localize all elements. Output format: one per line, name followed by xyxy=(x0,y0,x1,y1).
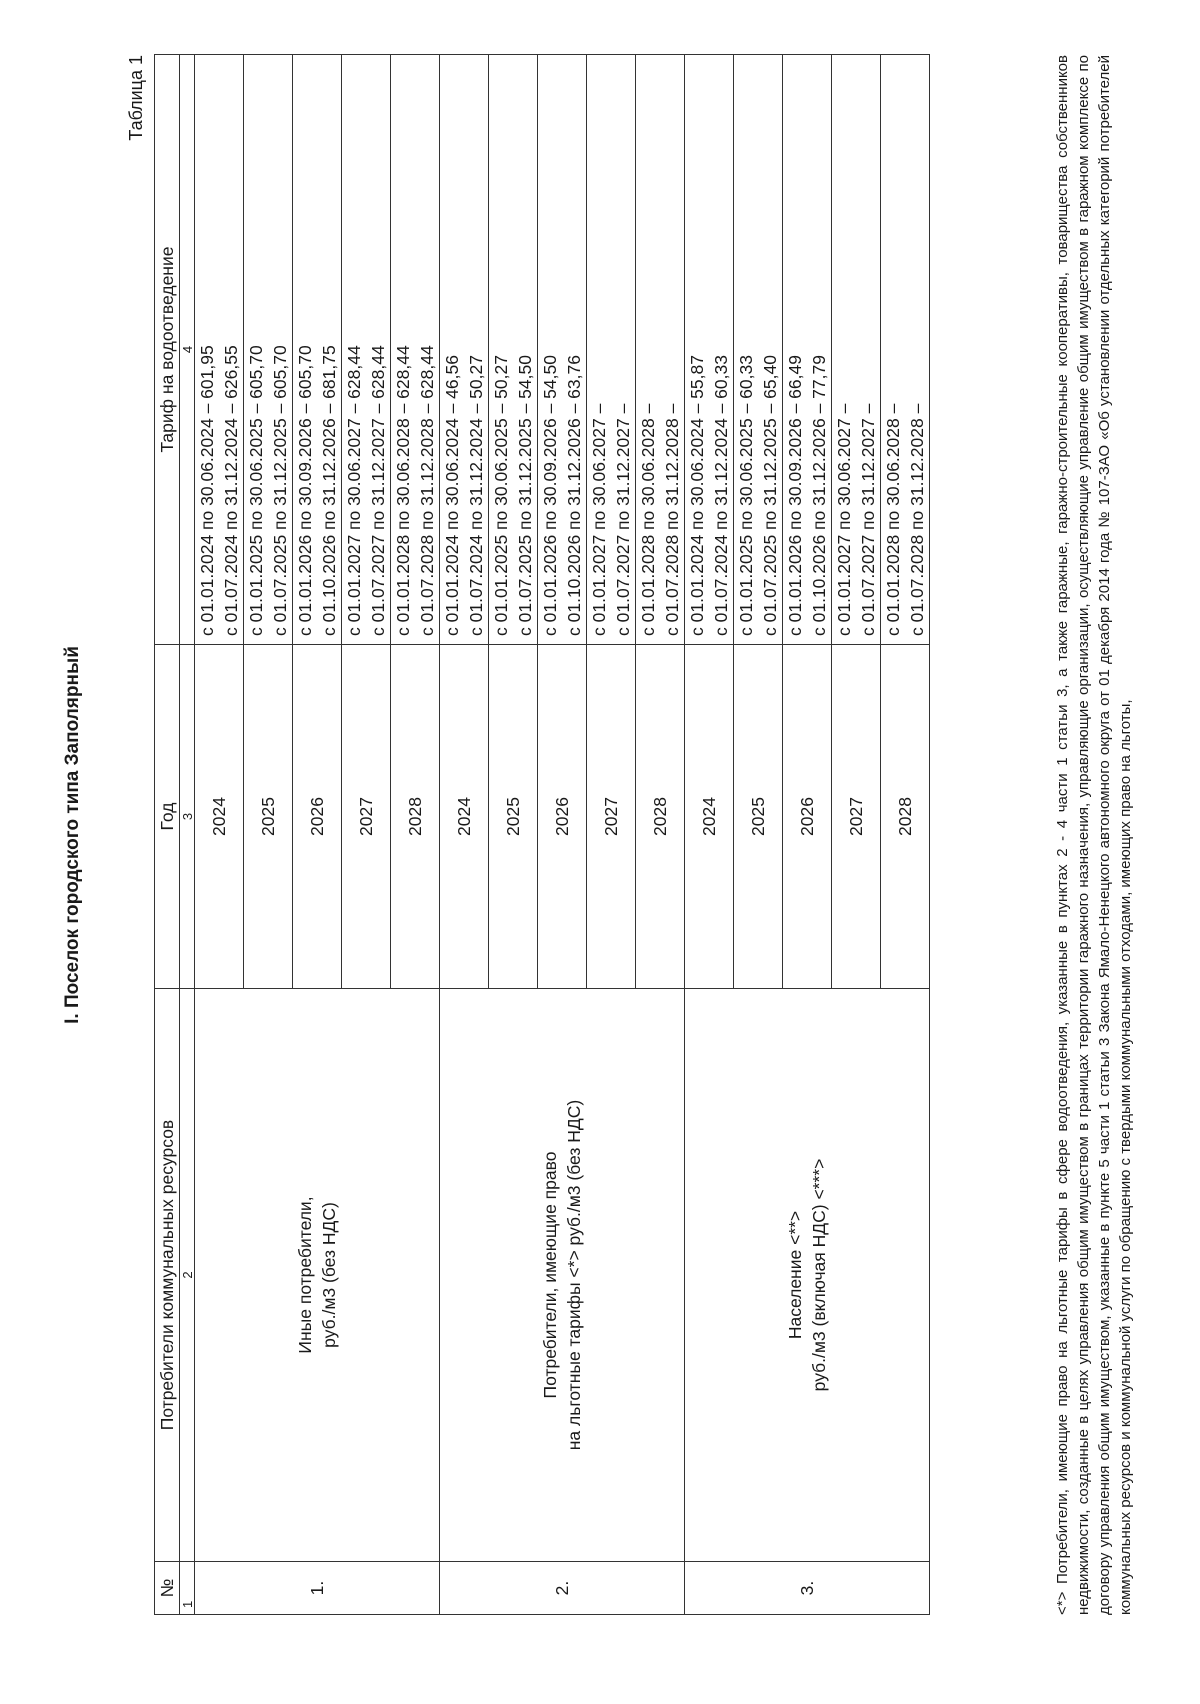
tariff-period-1: с 01.01.2024 по 30.06.2024 – 46,56 xyxy=(442,355,462,636)
tariff-cell xyxy=(636,55,685,645)
consumer-cell xyxy=(195,989,440,1562)
tariff-period-1: с 01.01.2026 по 30.09.2026 – 54,50 xyxy=(540,355,560,636)
row-number: 3. xyxy=(685,1562,930,1615)
year-cell: 2028 xyxy=(881,645,930,989)
tariff-cell xyxy=(832,55,881,645)
tariff-period-2: с 01.07.2027 по 31.12.2027 – xyxy=(613,403,633,636)
year-cell: 2025 xyxy=(489,645,538,989)
year-cell: 2027 xyxy=(587,645,636,989)
row-number: 2. xyxy=(440,1562,685,1615)
tariff-period-1: с 01.01.2027 по 30.06.2027 – xyxy=(834,403,854,636)
header-row xyxy=(155,55,180,1615)
consumer-line: Население <**> xyxy=(785,1210,805,1340)
tariff-period-2: с 01.07.2024 по 31.12.2024 – 626,55 xyxy=(221,345,241,636)
tariff-cell xyxy=(587,55,636,645)
year-cell: 2026 xyxy=(538,645,587,989)
column-number: 2 xyxy=(180,989,195,1562)
tariff-period-2: с 01.07.2024 по 31.12.2024 – 50,27 xyxy=(466,355,486,636)
header-consumers: Потребители коммунальных ресурсов xyxy=(155,989,180,1562)
tariff-period-1: с 01.01.2027 по 30.06.2027 – xyxy=(589,403,609,636)
tariff-period-2: с 01.10.2026 по 31.12.2026 – 77,79 xyxy=(809,355,829,636)
column-number-row xyxy=(180,55,195,1615)
tariff-period-2: с 01.10.2026 по 31.12.2026 – 681,75 xyxy=(319,345,339,636)
header-tariff: Тариф на водоотведение xyxy=(155,55,180,645)
header-year: Год xyxy=(155,645,180,989)
tariff-period-2: с 01.10.2026 по 31.12.2026 – 63,76 xyxy=(564,355,584,636)
tariff-period-1: с 01.01.2028 по 30.06.2028 – xyxy=(638,403,658,636)
year-cell: 2027 xyxy=(342,645,391,989)
tariff-period-1: с 01.01.2026 по 30.09.2026 – 605,70 xyxy=(295,345,315,636)
year-cell: 2025 xyxy=(244,645,293,989)
tariff-cell xyxy=(440,55,489,645)
footnote-text: <*> Потребители, имеющие право на льготные тарифы в сфере водоотведения, указанные в пунктах 2 - 4 части 1 статьи 3, а также гаражные, гаражно-строительные кооперативы, товарищества собственников недвижимости, созданные в целях управления общим имуществом в границах территории гаражного назначения, управляющие организации, осуществляющие управление общим имуществом в гаражном комплексе по договору управления общим имуществом, указанные в пункте 5 части 1 статьи 3 Закона Ямало-Ненецкого автономного округа от 01 декабря 2014 года № 107-ЗАО «Об установлении отдельных категорий потребителей коммунальных ресурсов и коммунальной услуги по обращению с твердыми коммунальными отходами, имеющих право на льготы, xyxy=(1054,55,1134,1615)
column-number: 1 xyxy=(180,1562,195,1615)
column-number: 3 xyxy=(180,645,195,989)
year-cell: 2027 xyxy=(832,645,881,989)
tariff-period-1: с 01.01.2028 по 30.06.2028 – xyxy=(883,403,903,636)
consumer-cell xyxy=(440,989,685,1562)
tariff-cell xyxy=(538,55,587,645)
tariff-period-1: с 01.01.2028 по 30.06.2028 – 628,44 xyxy=(393,345,413,636)
footnotes xyxy=(1052,55,1136,1615)
table-row xyxy=(440,55,489,1615)
consumer-line: руб./м3 (без НДС) xyxy=(319,1202,339,1348)
year-cell: 2024 xyxy=(440,645,489,989)
page-title: I. Поселок городского типа Заполярный xyxy=(62,646,83,1024)
tariff-period-1: с 01.01.2026 по 30.09.2026 – 66,49 xyxy=(785,355,805,636)
tariff-cell xyxy=(293,55,342,645)
tariff-cell xyxy=(342,55,391,645)
consumer-cell xyxy=(685,989,930,1562)
tariff-period-1: с 01.01.2025 по 30.06.2025 – 605,70 xyxy=(246,345,266,636)
header-number: № xyxy=(155,1562,180,1615)
tariff-table xyxy=(154,54,930,1615)
table-label: Таблица 1 xyxy=(126,55,146,141)
tariff-cell xyxy=(489,55,538,645)
rotated-page xyxy=(50,55,1150,1615)
tariff-cell xyxy=(881,55,930,645)
year-cell: 2026 xyxy=(783,645,832,989)
tariff-period-2: с 01.07.2024 по 31.12.2024 – 60,33 xyxy=(711,355,731,636)
consumer-line: на льготные тарифы <*> руб./м3 (без НДС) xyxy=(564,1099,584,1451)
tariff-cell xyxy=(783,55,832,645)
consumer-line: Потребители, имеющие право xyxy=(540,1151,560,1399)
tariff-period-2: с 01.07.2025 по 31.12.2025 – 54,50 xyxy=(515,355,535,636)
tariff-period-2: с 01.07.2028 по 31.12.2028 – xyxy=(662,403,682,636)
tariff-period-1: с 01.01.2025 по 30.06.2025 – 60,33 xyxy=(736,355,756,636)
table-row xyxy=(685,55,734,1615)
tariff-period-2: с 01.07.2025 по 31.12.2025 – 65,40 xyxy=(760,355,780,636)
tariff-cell xyxy=(685,55,734,645)
year-cell: 2028 xyxy=(636,645,685,989)
year-cell: 2024 xyxy=(685,645,734,989)
tariff-period-1: с 01.01.2027 по 30.06.2027 – 628,44 xyxy=(344,345,364,636)
tariff-period-2: с 01.07.2025 по 31.12.2025 – 605,70 xyxy=(270,345,290,636)
year-cell: 2026 xyxy=(293,645,342,989)
year-cell: 2025 xyxy=(734,645,783,989)
tariff-period-1: с 01.01.2024 по 30.06.2024 – 55,87 xyxy=(687,355,707,636)
tariff-period-2: с 01.07.2028 по 31.12.2028 – 628,44 xyxy=(417,345,437,636)
consumer-line: руб./м3 (включая НДС) <***> xyxy=(809,1158,829,1392)
tariff-cell xyxy=(244,55,293,645)
year-cell: 2028 xyxy=(391,645,440,989)
tariff-period-2: с 01.07.2027 по 31.12.2027 – 628,44 xyxy=(368,345,388,636)
column-number: 4 xyxy=(180,55,195,645)
tariff-period-2: с 01.07.2028 по 31.12.2028 – xyxy=(907,403,927,636)
tariff-cell xyxy=(734,55,783,645)
tariff-period-1: с 01.01.2024 по 30.06.2024 – 601,95 xyxy=(197,345,217,636)
year-cell: 2024 xyxy=(195,645,244,989)
table-row xyxy=(195,55,244,1615)
tariff-cell xyxy=(195,55,244,645)
row-number: 1. xyxy=(195,1562,440,1615)
tariff-cell xyxy=(391,55,440,645)
tariff-period-1: с 01.01.2025 по 30.06.2025 – 50,27 xyxy=(491,355,511,636)
consumer-line: Иные потребители, xyxy=(295,1196,315,1354)
tariff-period-2: с 01.07.2027 по 31.12.2027 – xyxy=(858,403,878,636)
